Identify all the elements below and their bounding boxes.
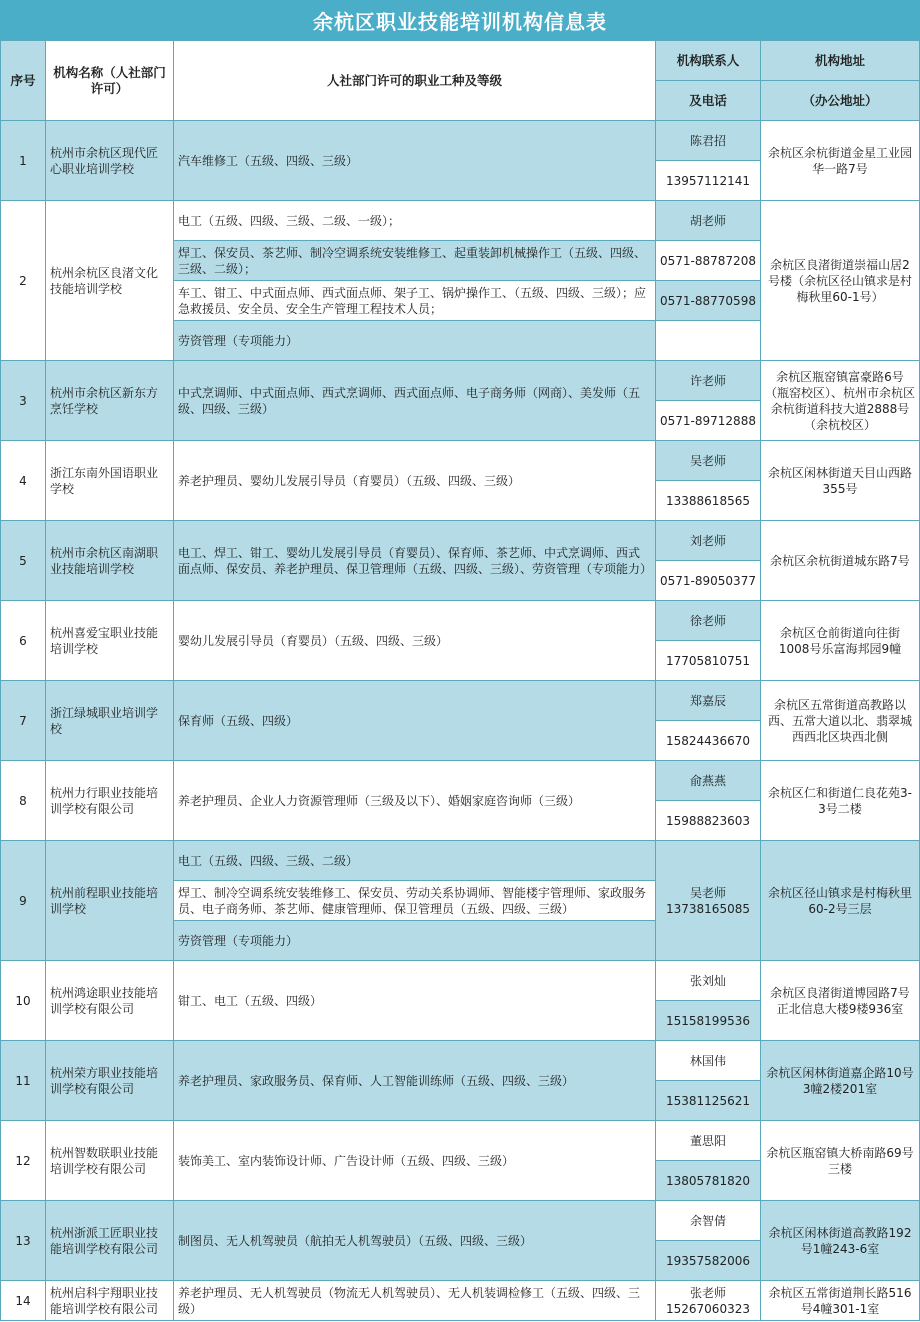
contact-person: 郑嘉辰 <box>656 681 761 721</box>
institution-address: 余杭区闲林街道高教路192号1幢243-6室 <box>761 1201 920 1281</box>
row-no: 4 <box>1 441 46 521</box>
contact-person: 吴老师 <box>689 885 726 900</box>
contact-person: 徐老师 <box>656 601 761 641</box>
institution-name: 杭州浙派工匠职业技能培训学校有限公司 <box>46 1201 174 1281</box>
contact-person: 胡老师 <box>656 201 761 241</box>
institution-name: 杭州前程职业技能培训学校 <box>46 841 174 961</box>
institution-address: 余杭区仁和街道仁良花苑3-3号二楼 <box>761 761 920 841</box>
contact-person: 俞燕燕 <box>656 761 761 801</box>
header-contact-bottom: 及电话 <box>656 81 761 121</box>
table-row <box>1 521 920 561</box>
trade-list: 装饰美工、室内装饰设计师、广告设计师（五级、四级、三级） <box>174 1121 656 1201</box>
institution-address: 余杭区瓶窑镇富豪路6号（瓶窑校区）、杭州市余杭区余杭街道科技大道2888号（余杭校区） <box>761 361 920 441</box>
contact-person: 吴老师 <box>656 441 761 481</box>
contact-phone: 13388618565 <box>656 481 761 521</box>
contact-phone: 15158199536 <box>656 1001 761 1041</box>
institution-name: 杭州喜爱宝职业技能培训学校 <box>46 601 174 681</box>
contact-person: 张刘灿 <box>656 961 761 1001</box>
contact-phone: 0571-89712888 <box>656 401 761 441</box>
trade-list: 电工、焊工、钳工、婴幼儿发展引导员（育婴员）、保育师、茶艺师、中式烹调师、西式面点师、保安员、养老护理员、保卫管理师（五级、四级、三级）、劳资管理（专项能力） <box>174 521 656 601</box>
institution-address: 余杭区闲林街道嘉企路10号3幢2楼201室 <box>761 1041 920 1121</box>
trade-item: 劳资管理（专项能力） <box>174 921 656 961</box>
table-row <box>1 601 920 641</box>
header-address-top: 机构地址 <box>761 41 920 81</box>
contact-person: 张老师 <box>689 1285 726 1300</box>
contact-phone: 13738165085 <box>666 901 750 916</box>
table-row <box>1 361 920 401</box>
contact-person: 董思阳 <box>656 1121 761 1161</box>
contact-person-phone <box>656 1281 761 1321</box>
row-no: 2 <box>1 201 46 361</box>
institution-name: 杭州启科宇翔职业技能培训学校有限公司 <box>46 1281 174 1321</box>
contact-person: 刘老师 <box>656 521 761 561</box>
row-no: 10 <box>1 961 46 1041</box>
institution-address: 余杭区余杭街道城东路7号 <box>761 521 920 601</box>
institution-address: 余杭区五常街道荆长路516号4幢301-1室 <box>761 1281 920 1321</box>
header-name: 机构名称（人社部门许可） <box>46 41 174 121</box>
table-row <box>1 441 920 481</box>
trade-list: 养老护理员、婴幼儿发展引导员（育婴员）（五级、四级、三级） <box>174 441 656 521</box>
row-no: 13 <box>1 1201 46 1281</box>
contact-phone: 0571-88770598 <box>656 281 761 321</box>
contact-person: 林国伟 <box>656 1041 761 1081</box>
contact-empty <box>656 321 761 361</box>
row-no: 12 <box>1 1121 46 1201</box>
contact-person-phone <box>656 841 761 961</box>
institution-name: 杭州市余杭区新东方烹饪学校 <box>46 361 174 441</box>
contact-person: 余智倩 <box>656 1201 761 1241</box>
trade-item: 电工（五级、四级、三级、二级、一级）； <box>174 201 656 241</box>
institution-name: 浙江东南外国语职业学校 <box>46 441 174 521</box>
trade-item: 劳资管理（专项能力） <box>174 321 656 361</box>
institution-address: 余杭区径山镇求是村梅秋里60-2号三层 <box>761 841 920 961</box>
institution-name: 杭州荣方职业技能培训学校有限公司 <box>46 1041 174 1121</box>
institution-name: 杭州市余杭区南湖职业技能培训学校 <box>46 521 174 601</box>
institution-table <box>0 40 920 1321</box>
contact-phone: 15824436670 <box>656 721 761 761</box>
institution-name: 杭州市余杭区现代匠心职业培训学校 <box>46 121 174 201</box>
trade-list: 钳工、电工（五级、四级） <box>174 961 656 1041</box>
table-row <box>1 121 920 161</box>
table-row <box>1 1121 920 1161</box>
table-row <box>1 1041 920 1081</box>
trade-list: 养老护理员、家政服务员、保育师、人工智能训练师（五级、四级、三级） <box>174 1041 656 1121</box>
trade-item: 焊工、保安员、茶艺师、制冷空调系统安装维修工、起重装卸机械操作工（五级、四级、三级、二级）； <box>174 241 656 281</box>
institution-name: 杭州鸿途职业技能培训学校有限公司 <box>46 961 174 1041</box>
table-title: 余杭区职业技能培训机构信息表 <box>0 0 920 40</box>
header-trades: 人社部门许可的职业工种及等级 <box>174 41 656 121</box>
institution-address: 余杭区仓前街道向往街1008号乐富海邦园9幢 <box>761 601 920 681</box>
trade-list: 保育师（五级、四级） <box>174 681 656 761</box>
trade-list: 制图员、无人机驾驶员（航拍无人机驾驶员）（五级、四级、三级） <box>174 1201 656 1281</box>
contact-phone: 17705810751 <box>656 641 761 681</box>
institution-address: 余杭区闲林街道天目山西路355号 <box>761 441 920 521</box>
table-row <box>1 201 920 241</box>
contact-person: 陈君招 <box>656 121 761 161</box>
row-no: 6 <box>1 601 46 681</box>
trade-list: 养老护理员、企业人力资源管理师（三级及以下）、婚姻家庭咨询师（三级） <box>174 761 656 841</box>
table-row <box>1 841 920 881</box>
trade-item: 焊工、制冷空调系统安装维修工、保安员、劳动关系协调师、智能楼宇管理师、家政服务员、电子商务师、茶艺师、健康管理师、保卫管理员（五级、四级、三级） <box>174 881 656 921</box>
contact-person: 许老师 <box>656 361 761 401</box>
contact-phone: 19357582006 <box>656 1241 761 1281</box>
header-no: 序号 <box>1 41 46 121</box>
institution-name: 浙江绿城职业培训学校 <box>46 681 174 761</box>
row-no: 3 <box>1 361 46 441</box>
row-no: 8 <box>1 761 46 841</box>
trade-list: 汽车维修工（五级、四级、三级） <box>174 121 656 201</box>
institution-name: 杭州智数联职业技能培训学校有限公司 <box>46 1121 174 1201</box>
header-address-bottom: （办公地址） <box>761 81 920 121</box>
contact-phone: 0571-89050377 <box>656 561 761 601</box>
contact-phone: 0571-88787208 <box>656 241 761 281</box>
table-row <box>1 1201 920 1241</box>
row-no: 11 <box>1 1041 46 1121</box>
institution-address: 余杭区良渚街道博园路7号正北信息大楼9楼936室 <box>761 961 920 1041</box>
contact-phone: 13957112141 <box>656 161 761 201</box>
header-contact-top: 机构联系人 <box>656 41 761 81</box>
institution-address: 余杭区五常街道高教路以西、五常大道以北、翡翠城西西北区块西北侧 <box>761 681 920 761</box>
trade-item: 电工（五级、四级、三级、二级） <box>174 841 656 881</box>
trade-list: 中式烹调师、中式面点师、西式烹调师、西式面点师、电子商务师（网商）、美发师（五级、四级、三级） <box>174 361 656 441</box>
contact-phone: 15988823603 <box>656 801 761 841</box>
trade-list: 婴幼儿发展引导员（育婴员）（五级、四级、三级） <box>174 601 656 681</box>
row-no: 9 <box>1 841 46 961</box>
contact-phone: 13805781820 <box>656 1161 761 1201</box>
table-row <box>1 961 920 1001</box>
institution-address: 余杭区瓶窑镇大桥南路69号三楼 <box>761 1121 920 1201</box>
table-row <box>1 1281 920 1321</box>
row-no: 7 <box>1 681 46 761</box>
institution-name: 杭州力行职业技能培训学校有限公司 <box>46 761 174 841</box>
trade-list: 养老护理员、无人机驾驶员（物流无人机驾驶员）、无人机装调检修工（五级、四级、三级） <box>174 1281 656 1321</box>
table-row <box>1 681 920 721</box>
row-no: 14 <box>1 1281 46 1321</box>
table-row <box>1 761 920 801</box>
contact-phone: 15381125621 <box>656 1081 761 1121</box>
institution-name: 杭州余杭区良渚文化技能培训学校 <box>46 201 174 361</box>
row-no: 5 <box>1 521 46 601</box>
institution-address: 余杭区余杭街道金星工业园华一路7号 <box>761 121 920 201</box>
institution-address: 余杭区良渚街道崇福山居2号楼（余杭区径山镇求是村梅秋里60-1号） <box>761 201 920 361</box>
trade-item: 车工、钳工、中式面点师、西式面点师、架子工、锅炉操作工、（五级、四级、三级）；应急救援员、安全员、安全生产管理工程技术人员； <box>174 281 656 321</box>
row-no: 1 <box>1 121 46 201</box>
contact-phone: 15267060323 <box>666 1301 750 1316</box>
